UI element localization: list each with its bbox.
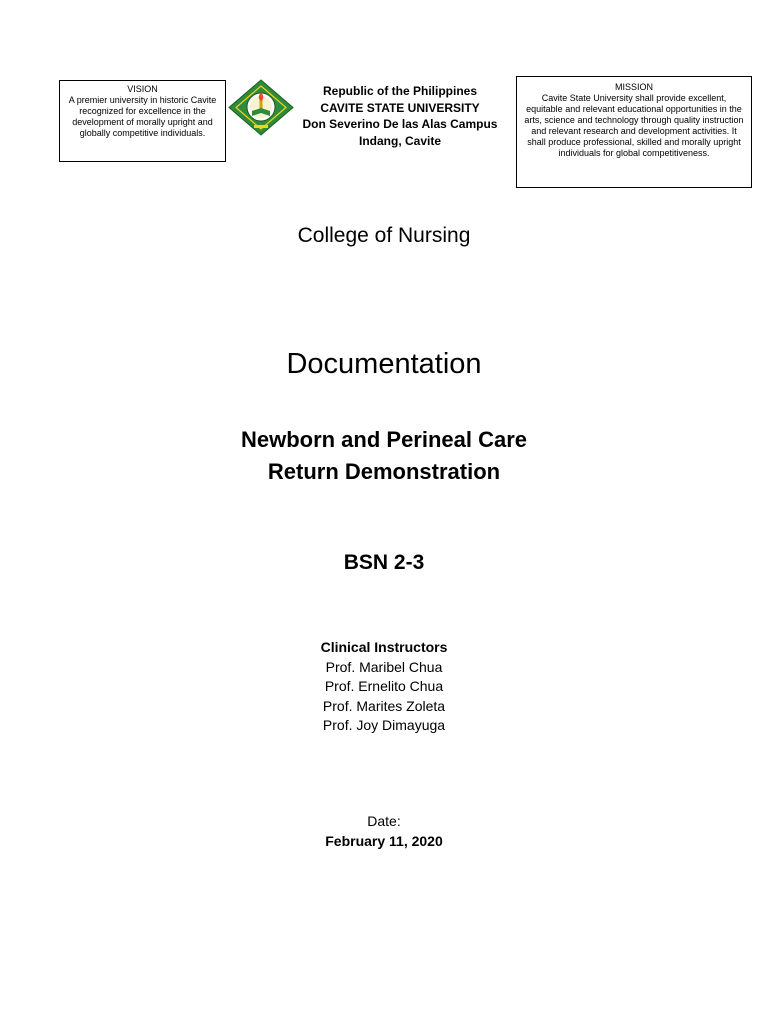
clinical-instructors — [0, 638, 768, 736]
vision-box — [59, 80, 226, 162]
instructor-name: Prof. Marites Zoleta — [322, 697, 446, 714]
header-republic: Republic of the Philippines — [322, 84, 477, 98]
vision-title: VISION — [127, 84, 158, 94]
subtitle-line-1: Newborn and Perineal Care — [240, 427, 528, 452]
header-university: CAVITE STATE UNIVERSITY — [320, 100, 480, 115]
header-campus: Don Severino De las Alas Campus — [302, 117, 498, 131]
document-subtitle — [0, 424, 768, 488]
date-label: Date: — [367, 813, 401, 829]
section-label: BSN 2-3 — [343, 551, 425, 574]
mission-title: MISSION — [614, 82, 653, 92]
university-seal-icon — [228, 79, 294, 136]
header-location: Indang, Cavite — [358, 133, 441, 148]
instructors-heading: Clinical Instructors — [320, 639, 448, 655]
vision-text: A premier university in historic Cavite recognized for excellence in the development of morally upright and globally competitive individuals. — [68, 95, 217, 138]
mission-text: Cavite State University shall provide excellent, equitable and relevant educational opportunities in the arts, science and technology through quality instruction and relevant research and development activities. It shall produce professional, skilled and morally upright individuals for global competitiveness. — [524, 93, 744, 158]
mission-box — [516, 76, 752, 188]
instructor-name: Prof. Ernelito Chua — [324, 678, 444, 694]
date-block — [0, 811, 768, 851]
university-header — [288, 83, 512, 149]
subtitle-line-2: Return Demonstration — [267, 459, 501, 484]
instructor-name: Prof. Maribel Chua — [325, 658, 443, 675]
document-title: Documentation — [286, 348, 482, 380]
date-value: February 11, 2020 — [325, 833, 443, 849]
college-name: College of Nursing — [297, 224, 471, 247]
instructor-name: Prof. Joy Dimayuga — [322, 717, 446, 733]
